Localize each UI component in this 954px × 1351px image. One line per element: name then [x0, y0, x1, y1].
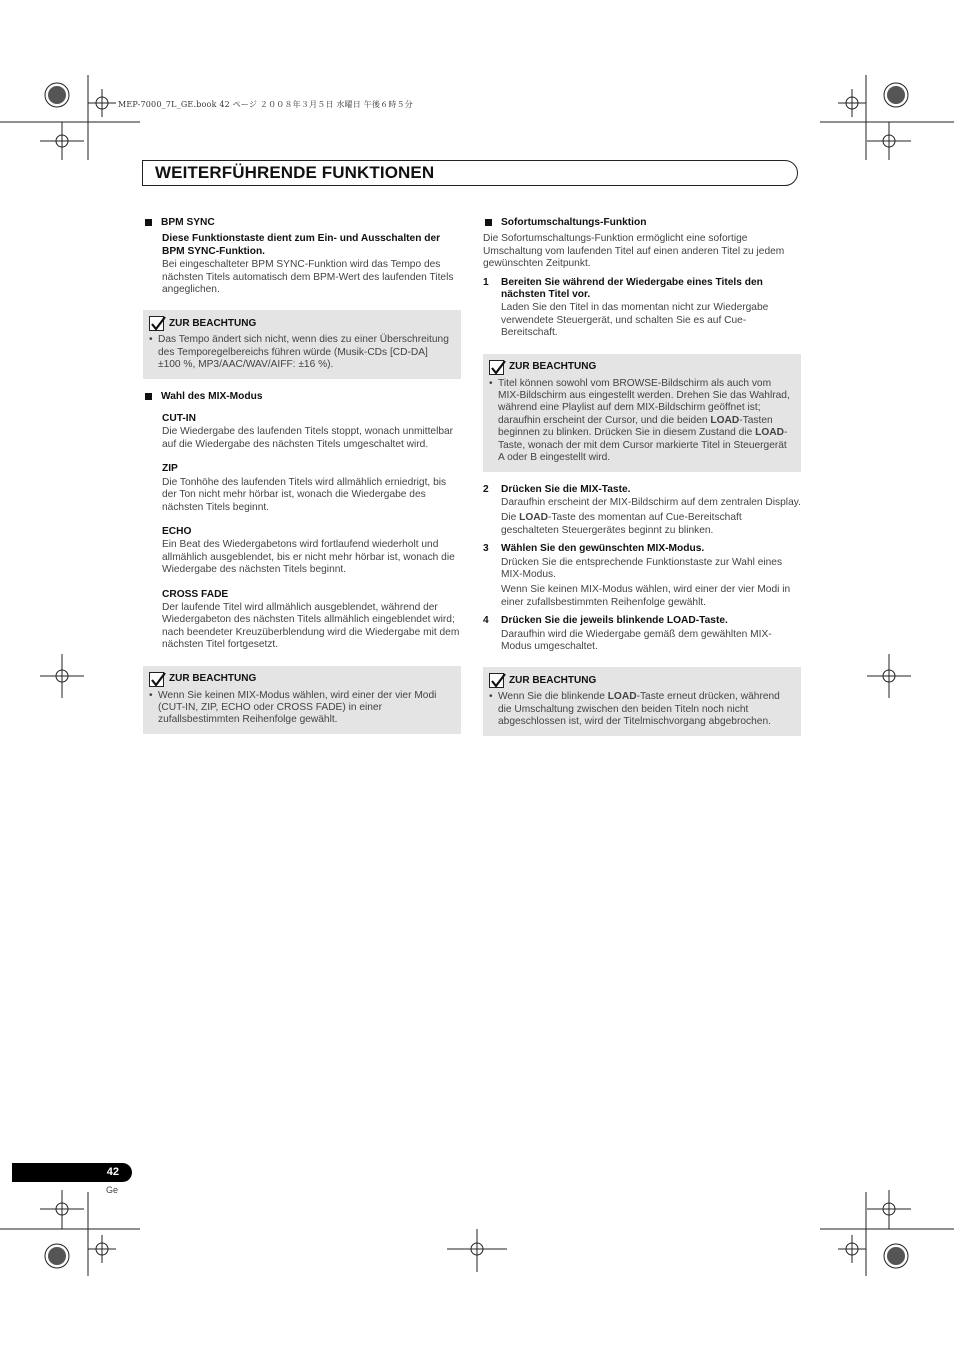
step-title: Bereiten Sie während der Wiedergabe eines Titels den nächsten Titel vor. — [501, 276, 763, 301]
bpm-sync-heading: BPM SYNC — [143, 217, 461, 229]
note-bullet: • Das Tempo ändert sich nicht, wenn dies zu einer Überschreitung des Temporegelbereichs führen würde (Musik-CDs [CD-DA] ±100 %, MP3/AAC/WAV/AIFF: ±16 %). — [149, 334, 453, 371]
note-heading: ZUR BEACHTUNG — [169, 672, 257, 684]
step-item — [483, 615, 801, 653]
page-number: 42 — [106, 1166, 119, 1178]
checkmark-icon — [489, 360, 504, 375]
mix-mode-text: Ein Beat des Wiedergabetons wird fortlaufend wiederholt und allmählich ausgeblendet, bis er nicht mehr hörbar ist, wonach die Wiedergabe des nächsten Titels beginnt. — [162, 539, 455, 576]
checkmark-icon — [149, 672, 164, 687]
note-bullet: • Titel können sowohl vom BROWSE-Bildschirm als auch vom MIX-Bildschirm aus eingestellt werden. Drehen Sie das Wahlrad, während eine Playlist auf dem MIX-Bildschirm geöffnet ist; daraufhin erscheint der Cursor, und die beiden LOAD-Tasten beginnen zu blinken. Drücken Sie in diesem Zustand die LOAD-Taste, wonach der mit dem Cursor markierte Titel in Steuergerät A oder B eingestellt wird. — [489, 378, 793, 465]
note-heading: ZUR BEACHTUNG — [509, 674, 597, 686]
step-text: Daraufhin wird die Wiedergabe gemäß dem gewählten MIX-Modus umgeschaltet. — [501, 628, 772, 652]
mix-mode-title: CUT-IN — [162, 413, 196, 425]
step-item — [483, 484, 801, 538]
mix-mode-text: Der laufende Titel wird allmählich ausgeblendet, während der Wiedergabeton des nächsten Titels allmählich eingeblendet wird; nach beendeter Kreuzüberblendung wird die Wiedergabe mit dem nächsten Titel fortgesetzt. — [162, 601, 460, 651]
step-text: Wenn Sie keinen MIX-Modus wählen, wird einer der vier Modi in einer zufallsbestimmten Reihenfolge gewählt. — [501, 584, 791, 608]
step-number: 1 — [483, 276, 489, 288]
note-heading: ZUR BEACHTUNG — [509, 360, 597, 372]
step-text: Die LOAD-Taste des momentan auf Cue-Bereitschaft geschalteten Steuergerätes beginnt zu blinken. — [501, 512, 742, 536]
step-text: Daraufhin erscheint der MIX-Bildschirm auf dem zentralen Display. — [501, 496, 801, 508]
step-item — [483, 543, 801, 609]
checkmark-icon — [489, 673, 504, 688]
right-column — [483, 217, 801, 748]
note-heading: ZUR BEACHTUNG — [169, 317, 257, 329]
mix-mode-title: CROSS FADE — [162, 588, 229, 600]
note-bullet: • Wenn Sie keinen MIX-Modus wählen, wird einer der vier Modi (CUT-IN, ZIP, ECHO oder CROSS FADE) in einer zufallsbestimmten Reihenfolge gewählt. — [149, 690, 453, 727]
language-code: Ge — [106, 1185, 119, 1195]
page-title: WEITERFÜHRENDE FUNKTIONEN — [155, 163, 435, 182]
page-title-bar — [142, 160, 798, 186]
mix-mode-text: Die Wiedergabe des laufenden Titels stoppt, wonach unmittelbar auf die Wiedergabe des nächsten Titels umgeschaltet wird. — [162, 426, 454, 450]
checkmark-icon — [149, 316, 164, 331]
print-header: MEP-7000_7L_GE.book 42 ページ ２００８年３月５日 水曜日 午後６時５分 — [118, 100, 413, 109]
step-number: 4 — [483, 615, 489, 627]
step-number: 2 — [483, 483, 489, 495]
note-box — [483, 354, 801, 472]
mix-mode-title: ZIP — [162, 463, 178, 475]
bpm-sync-text: Bei eingeschalteter BPM SYNC-Funktion wird das Tempo des nächsten Titels automatisch dem BPM-Wert des laufenden Titels angeglichen. — [162, 259, 454, 296]
step-number: 3 — [483, 543, 489, 555]
step-item — [483, 277, 801, 340]
step-title: Drücken Sie die jeweils blinkende LOAD-Taste. — [501, 615, 728, 627]
mix-mode-heading: Wahl des MIX-Modus — [143, 391, 461, 403]
left-column — [143, 217, 461, 746]
step-text: Drücken Sie die entsprechende Funktionstaste zur Wahl eines MIX-Modus. — [501, 556, 783, 580]
mix-mode-title: ECHO — [162, 525, 192, 537]
note-bullet: • Wenn Sie die blinkende LOAD-Taste erneut drücken, während die Umschaltung zwischen den beiden Titeln noch nicht abgeschlossen ist, wird der Titelmischvorgang abgebrochen. — [489, 691, 793, 728]
instant-text: Die Sofortumschaltungs-Funktion ermöglicht eine sofortige Umschaltung vom laufenden Titel auf einen anderen Titel zu jedem gewünschten Zeitpunkt. — [483, 233, 785, 270]
note-box — [143, 666, 461, 734]
mix-mode-text: Die Tonhöhe des laufenden Titels wird allmählich erniedrigt, bis der Ton nicht mehr hörbar ist, wonach die Wiedergabe des nächsten Titels beginnt. — [162, 476, 447, 513]
step-title: Wählen Sie den gewünschten MIX-Modus. — [501, 543, 705, 555]
note-box — [483, 667, 801, 735]
instant-heading: Sofortumschaltungs-Funktion — [483, 217, 801, 229]
step-text: Laden Sie den Titel in das momentan nicht zur Wiedergabe verwendete Steuergerät, und schalten Sie es auf Cue-Bereitschaft. — [501, 302, 769, 339]
bpm-sync-intro: Diese Funktionstaste dient zum Ein- und Ausschalten der BPM SYNC-Funktion. — [162, 233, 441, 257]
step-title: Drücken Sie die MIX-Taste. — [501, 483, 631, 495]
note-box — [143, 310, 461, 378]
